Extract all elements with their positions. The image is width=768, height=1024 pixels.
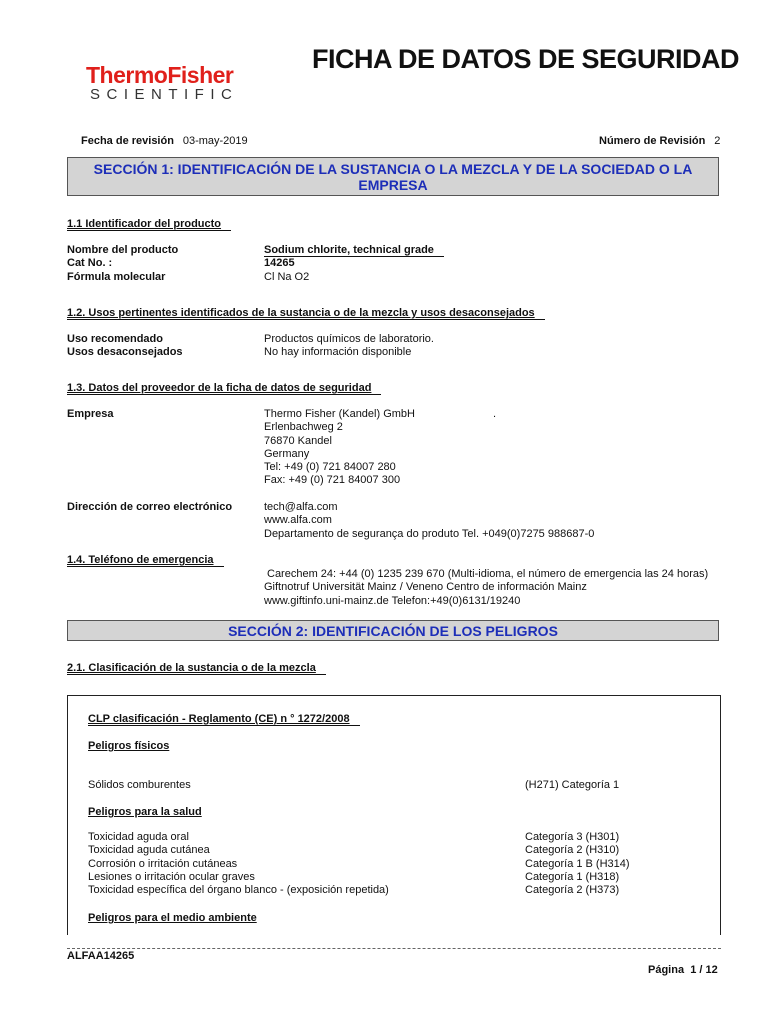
hazard-row-name: Toxicidad aguda oral <box>88 831 189 843</box>
hazard-row-name: Lesiones o irritación ocular graves <box>88 870 255 883</box>
section1-1-heading: 1.1 Identificador del producto <box>67 218 231 230</box>
scientific-logo-text: SCIENTIFIC <box>90 86 239 103</box>
health-hazards-title: Peligros para la salud <box>88 806 202 818</box>
health-hazard-categories <box>525 831 630 897</box>
email-contact: tech@alfa.com www.alfa.com Departamento de segurança do produto Tel. +049(0)7275 988687-0 <box>264 501 595 540</box>
recommended-use-label: Uso recomendado <box>67 333 163 345</box>
hazard-row-category: Categoría 2 (H373) <box>525 884 620 897</box>
hazard-row-category: Categoría 1 (H318) <box>525 870 620 883</box>
clp-title: CLP clasificación - Reglamento (CE) n ° 1272/2008 <box>88 713 360 725</box>
product-name-value: Sodium chlorite, technical grade <box>264 244 444 256</box>
cat-no-label: Cat No. : <box>67 257 113 269</box>
hazard-row-category: (H271) Categoría 1 <box>525 779 620 791</box>
email-label: Dirección de correo electrónico <box>67 501 233 513</box>
revision-date <box>81 131 248 149</box>
health-hazard-names <box>88 831 389 897</box>
revision-date-label: Fecha de revisión <box>81 135 174 147</box>
email-link[interactable]: tech@alfa.com <box>264 501 338 513</box>
hazard-row-name: Corrosión o irritación cutáneas <box>88 857 238 870</box>
section1-4-heading: 1.4. Teléfono de emergencia <box>67 554 224 566</box>
cat-no-value: 14265 <box>264 257 295 269</box>
environment-hazards-title: Peligros para el medio ambiente <box>88 912 257 924</box>
company-address: Thermo Fisher (Kandel) GmbH Erlenbachweg 2 76870 Kandel Germany Tel: +49 (0) 721 84007 280 Fax: +49 (0) 721 84007 300 <box>264 408 415 487</box>
page-number: Página 1 / 12 <box>648 964 718 976</box>
hazard-row-name: Toxicidad aguda cutánea <box>88 844 210 857</box>
hazard-row-name: Sólidos comburentes <box>88 779 191 791</box>
company-label: Empresa <box>67 408 114 420</box>
hazard-row-name: Toxicidad específica del órgano blanco - (exposición repetida) <box>88 884 389 897</box>
recommended-use-value: Productos químicos de laboratorio. <box>264 333 434 345</box>
website-link[interactable]: www.alfa.com <box>264 514 332 527</box>
uses-advised-against-label: Usos desaconsejados <box>67 346 183 358</box>
hazard-row-category: Categoría 1 B (H314) <box>525 857 630 870</box>
section1-3-heading: 1.3. Datos del proveedor de la ficha de datos de seguridad <box>67 382 381 394</box>
document-title: FICHA DE DATOS DE SEGURIDAD <box>312 44 740 74</box>
uses-advised-against-value: No hay información disponible <box>264 346 412 358</box>
hazard-row-category: Categoría 2 (H310) <box>525 844 620 857</box>
formula-label: Fórmula molecular <box>67 271 166 283</box>
thermo-fisher-logo: ThermoFisher <box>86 62 234 88</box>
section1-header: SECCIÓN 1: IDENTIFICACIÓN DE LA SUSTANCIA O LA MEZCLA Y DE LA SOCIEDAD O LA EMPRESA <box>67 157 719 196</box>
section1-2-heading: 1.2. Usos pertinentes identificados de la sustancia o de la mezcla y usos desaconsejados <box>67 307 545 319</box>
revision-date-value: 03-may-2019 <box>182 135 248 147</box>
product-name-label: Nombre del producto <box>67 244 179 256</box>
section2-1-heading: 2.1. Clasificación de la sustancia o de la mezcla <box>67 662 326 674</box>
formula-value: Cl Na O2 <box>264 271 310 283</box>
company-dot: . <box>493 408 497 420</box>
revision-number <box>599 131 720 149</box>
physical-hazards-title: Peligros físicos <box>88 740 170 752</box>
footer-divider <box>67 948 721 949</box>
emergency-phone-info: Carechem 24: +44 (0) 1235 239 670 (Multi-idioma, el número de emergencia las 24 horas) Giftnotruf Universität Mainz / Veneno Centro de información Mainz www.giftinfo.uni-mainz.de Telefon:+49(0)6131/19240 <box>264 568 709 607</box>
hazard-row-category: Categoría 3 (H301) <box>525 831 620 843</box>
document-code: ALFAA14265 <box>67 950 135 962</box>
section2-header: SECCIÓN 2: IDENTIFICACIÓN DE LOS PELIGROS <box>67 620 719 641</box>
revision-number-value: 2 <box>714 135 721 147</box>
revision-number-label: Número de Revisión <box>599 135 706 147</box>
